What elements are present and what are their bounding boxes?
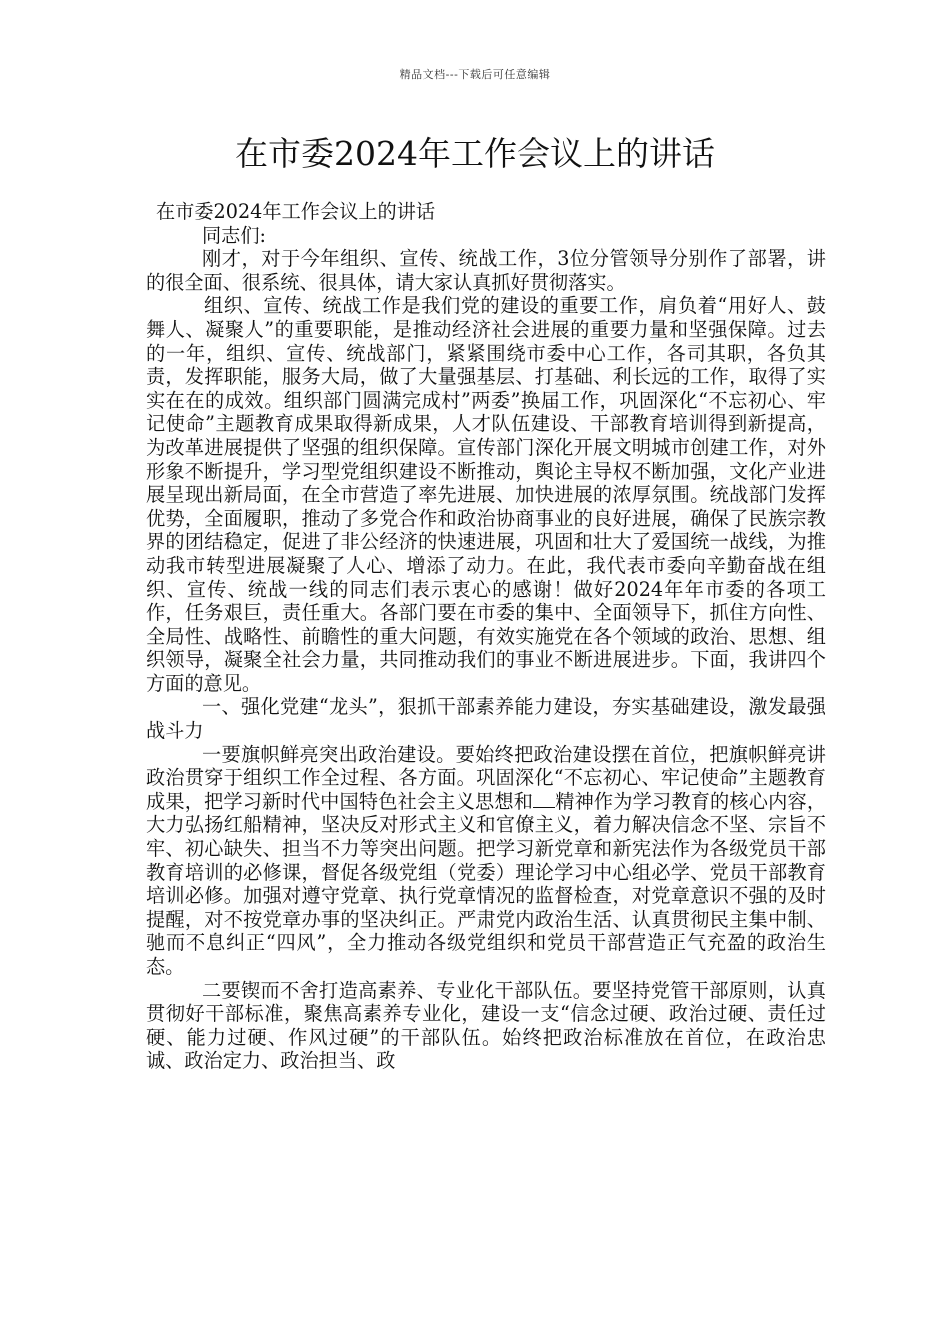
- blank-underline: [533, 806, 555, 808]
- document-body: [146, 200, 826, 1073]
- paragraph-review: 组织、宣传、统战工作是我们党的建设的重要工作，肩负着“用好人、鼓舞人、凝聚人”的重要职能，是推动经济社会进展的重要力量和坚强保障。过去的一年，组织、宣传、统战部门，紧紧围绕市委中心工作，各司其职，各负其责，发挥职能，服务大局，做了大量强基层、打基础、利长远的工作，取得了实实在在的成效。组织部门圆满完成村”两委”换届工作，巩固深化“不忘初心、牢记使命”主题教育成果取得新成果，人才队伍建设、干部教育培训得到新提高，为改革进展提供了坚强的组织保障。宣传部门深化开展文明城市创建工作，对外形象不断提升，学习型党组织建设不断推动，舆论主导权不断加强，文化产业进展呈现出新局面，在全市营造了率先进展、加快进展的浓厚氛围。统战部门发挥优势，全面履职，推动了多党合作和政治协商事业的良好进展，确保了民族宗教界的团结稳定，促进了非公经济的快速进展，巩固和壮大了爱国统一战线，为推动我市转型进展凝聚了人心、增添了动力。在此，我代表市委向辛勤奋战在组织、宣传、统战一线的同志们表示衷心的感谢！做好2024年年市委的各项工作，任务艰巨，责任重大。各部门要在市委的集中、全面领导下，抓住方向性、全局性、战略性、前瞻性的重大问题，有效实施党在各个领域的政治、思想、组织领导，凝聚全社会力量，共同推动我们的事业不断进展进步。下面，我讲四个方面的意见。: [146, 294, 826, 695]
- document-title: 在市委2024年工作会议上的讲话: [235, 134, 715, 173]
- salutation: 同志们:: [202, 223, 267, 247]
- header-note: 精品文档---下载后可任意编辑: [399, 68, 551, 81]
- paragraph-political-building-part1: 一要旗帜鲜亮突出政治建设。要始终把政治建设摆在首位，把旗帜鲜亮讲政治贯穿于组织工作全过程、各方面。巩固深化“不忘初心、牢记使命”主题教育成果，把学习新时代中国特色社会主义思想和: [146, 742, 826, 813]
- paragraph-opening: 刚才，对于今年组织、宣传、统战工作，3位分管领导分别作了部署，讲的很全面、很系统、很具体，请大家认真抓好贯彻落实。: [146, 247, 826, 294]
- document-subtitle: 在市委2024年工作会议上的讲话: [156, 200, 436, 223]
- section-heading-1: 一、强化党建“龙头”，狠抓干部素养能力建设，夯实基础建设，激发最强战斗力: [146, 695, 826, 743]
- paragraph-political-building: [146, 743, 826, 979]
- paragraph-cadre-team: 二要锲而不舍打造高素养、专业化干部队伍。要坚持党管干部原则，认真贯彻好干部标准，聚焦高素养专业化，建设一支“信念过硬、政治过硬、责任过硬、能力过硬、作风过硬”的干部队伍。始终把政治标准放在首位，在政治忠诚、政治定力、政治担当、政: [146, 978, 826, 1073]
- paragraph-political-building-part2: 精神作为学习教育的核心内容，大力弘扬红船精神，坚决反对形式主义和官僚主义，着力解决信念不坚、宗旨不牢、初心缺失、担当不力等突出问题。把学习新党章和新宪法作为各级党员干部教育培训的必修课，督促各级党组（党委）理论学习中心组必学、党员干部教育培训必修。加强对遵守党章、执行党章情况的监督检查，对党章意识不强的及时提醒，对不按党章办事的坚决纠正。严肃党内政治生活、认真贯彻民主集中制、驰而不息纠正“四风”，全力推动各级党组织和党员干部营造正气充盈的政治生态。: [146, 789, 827, 978]
